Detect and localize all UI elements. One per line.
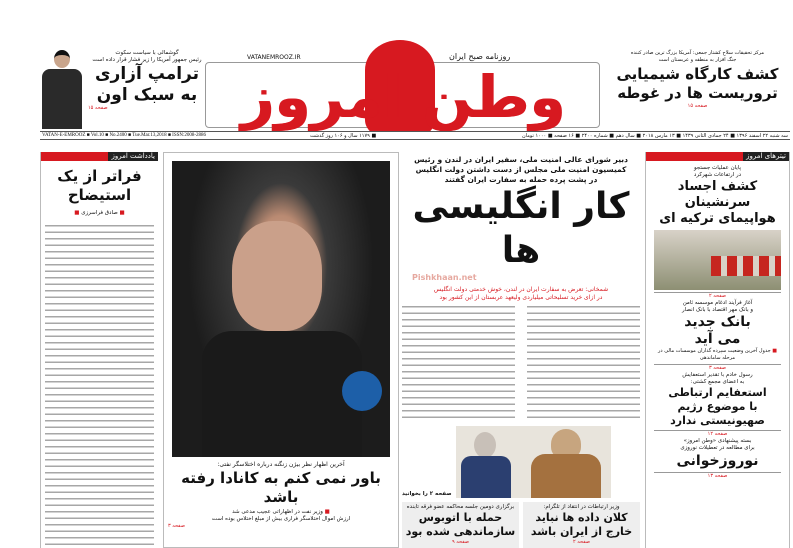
lead-story[interactable] [402,152,640,548]
photo-story[interactable]: آخرین اظهار نظر بیژن زنگنه درباره اختلاسگر نفتی: باور نمی کنم به کانادا رفته باشد ■ وزیر نفت در اظهاراتی عجیب مدعی شد ارزش اموال اختلاسگر فراری بیش از مبلغ اختلاس بوده است صفحه ۳ [163,152,399,548]
kicker: برگزاری دومین جلسه محاکمه عضو فرقه تابنده [406,504,515,510]
page-ref: صفحه ۳ [168,523,185,529]
headline: می آید [694,331,741,347]
headlines-sidebar [645,152,790,548]
site-url[interactable]: VATANEMROOZ.IR [247,54,301,61]
sidebar-item[interactable] [646,165,789,300]
right-teaser[interactable] [605,50,790,110]
red-subhead: در ازای خرید تسلیحاتی میلیاردی ولیعهد عربستان از این کشور بود [439,294,603,301]
lead-body [527,306,640,422]
page-ref: صفحه ۹ [452,539,469,545]
kicker: وزیر ارتباطات در انتقاد از تلگرام: [543,504,620,510]
kicker: آخرین اظهار نظر بیژن زنگنه درباره اختلاسگر نفتی: [217,461,345,468]
kicker: آغاز فرآیند ادغام موسسه ثامن [682,300,753,306]
headline: با موضوع رژیم [677,400,758,413]
headline: استعفایم ارتباطی [668,386,767,399]
crash-photo [654,230,781,290]
zanganeh-photo [172,161,390,457]
headline: هواپیمای ترکیه ای [659,211,776,226]
bottom-story-right[interactable] [523,502,640,548]
kim-photo [40,50,84,130]
headline: بانک جدید [684,314,751,330]
issue-info-latin: VATAN-E-EMROOZ ■ Vol.10 ■ No.2400 ■ Tue.Mar.13,2018 ■ ISSN:2008-2886 [42,133,207,138]
subhead: وزیر نفت در اظهاراتی عجیب مدعی شد [232,509,323,515]
headline: کلان داده ها نباید [535,511,628,524]
page-ref: صفحه ۲ [573,539,590,545]
kicker: به اعضای مجمع کشتی: [690,379,745,385]
headline: خارج از ایران باشد [530,525,633,538]
lead-body [402,306,515,422]
kicker: برای مطالعه در تعطیلات نوروزی [680,445,755,451]
teaser-title: تروریست ها در غوطه [617,84,778,102]
kicker: پایان عملیات جستجو [693,165,742,171]
sidebar-item[interactable] [646,438,789,480]
editorial-body [45,225,154,548]
page-ref: صفحه ۱۳ [654,472,781,480]
deck: دبیر شورای عالی امنیت ملی، سفیر ایران در لندن و رئیس [414,155,628,164]
section-header: یادداشت امروز [41,152,158,161]
page-ref: صفحه ۱۲ [654,430,781,438]
kicker: گوشمالی با سیاست سکوت [115,50,179,56]
page-ref: صفحه ۱۵ [88,105,108,111]
years-info: ■ ۱۱۷۹ سال و ۱۰۶ روز گذشت [310,133,377,139]
logo-text: وطن امروز [240,63,566,131]
headline: سازماندهی شده بود [405,525,516,538]
masthead [0,40,793,130]
kicker: مرکز تحقیقات سلاح کشتار جمعی: آمریکا بزرگ ترین صادر کننده [630,50,765,56]
kicker: و بانک مهر اقتصاد با بانک انصار [681,307,754,313]
subhead: ارزش اموال اختلاسگر فراری بیش از مبلغ اختلاس بوده است [211,516,351,522]
editorial-title: استیضاح [67,186,132,204]
red-subhead: شمخانی: تعرض به سفارت ایران در لندن، خوش خدمتی دولت انگلیس [433,286,609,293]
left-teaser[interactable] [88,50,206,112]
headline: کشف اجساد [677,179,758,194]
tagline: روزنامه صبح ایران [445,52,514,62]
bottom-story-left[interactable] [402,502,519,548]
headline: سرنشینان [684,195,751,210]
teaser-title: به سبک اون [96,85,198,105]
deck: در پشت پرده حمله به سفارت ایران گفتند [444,175,598,184]
watermark: Pishkhaan.net [412,273,477,282]
teaser-title: ترامپ آزاری [94,64,200,84]
deck: کمیسیون امنیت ملی مجلس از دست داشتن دولت انگلیس [415,165,627,174]
logo [205,40,600,140]
kicker: جنگ افزار به منطقه و عربستان است [658,57,737,63]
author: صادق فراسرزی [81,210,118,216]
continue-link[interactable]: صفحه ۲ را بخوانید [402,491,452,497]
section-header: تیترهای امروز [646,152,789,161]
lead-body-area [402,306,640,498]
lead-headline: کار انگلیسی ها [412,186,630,271]
headline: صهیونیستی ندارد [670,414,765,427]
teaser-title: کشف کارگاه شیمیایی [616,65,779,83]
sidebar-item[interactable]: آغاز فرآیند ادغام موسسه ثامن و بانک مهر اقتصاد با بانک انصار بانک جدید می آید ■ جدول آخرین وضعیت سپرده گذاران موسسات مالی در مرحله ساماندهی صفحه ۳ [646,300,789,372]
headline: حمله با اتوبوس [418,511,503,524]
kicker: بسته پیشنهادی «وطن امروز» [683,438,752,444]
headline: نوروزخوانی [676,453,759,469]
headline: باور نمی کنم به کانادا رفته باشد [181,469,381,506]
page-ref: صفحه ۳ [654,364,781,372]
page-ref: صفحه ۲ [654,292,781,300]
sidebar-item[interactable] [646,372,789,438]
kicker: در ارتفاعات شهرکرد [693,172,742,178]
subhead: جدول آخرین وضعیت سپرده گذاران موسسات مالی در مرحله ساماندهی [658,348,771,361]
editorial-title: فراتر از یک [57,167,142,185]
kicker: رئیس جمهور آمریکا را زیر فشار قرار داده است [92,57,202,63]
info-strip [40,131,790,140]
issue-date: سه شنبه ۲۲ اسفند ۱۳۹۶ ■ ۲۴ جمادی الثانی ۱۴۳۹ ■ ۱۳ مارس ۲۰۱۸ ■ سال دهم ■ شماره ۲۴۰۰ ■ ۱۶ صفحه ■ ۱۰۰۰ تومان [522,133,788,139]
page-ref: صفحه ۱۵ [687,103,708,109]
kicker: رسول خادم با تقدیر استعفایش [682,372,753,378]
editorial[interactable]: یادداشت امروز فراتر از یک استیضاح ■ صادق فراسرزی ■ [40,152,158,548]
leaders-photo [456,426,611,498]
